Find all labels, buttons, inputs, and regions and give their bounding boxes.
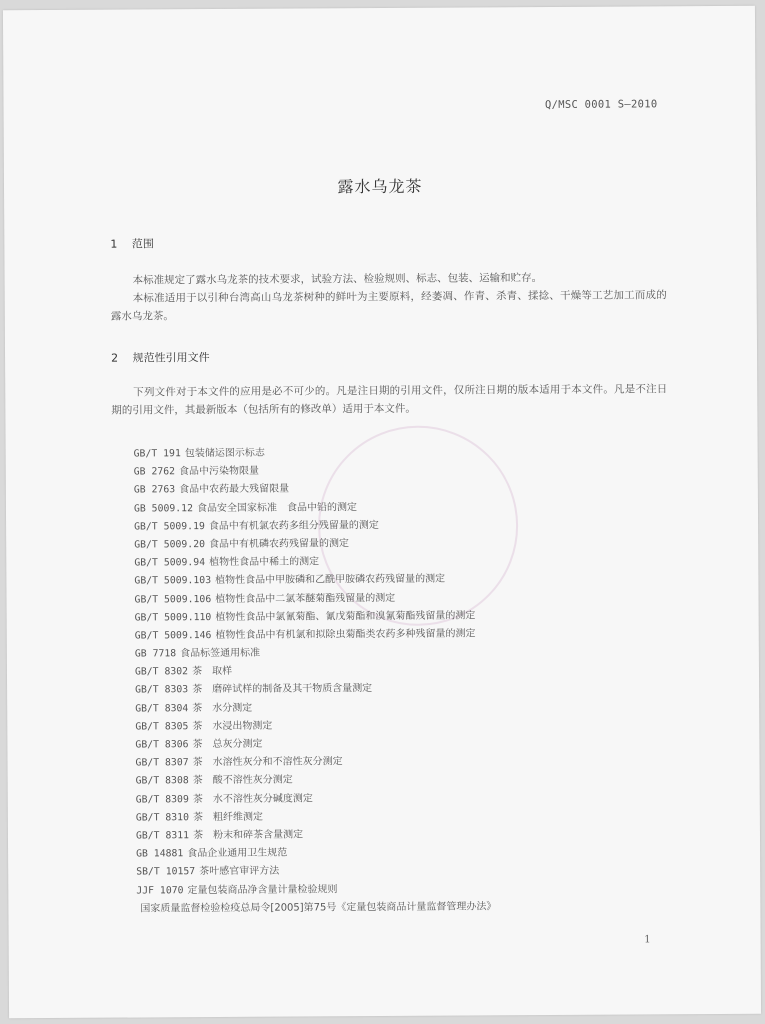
reference-title: 茶 水溶性灰分和不溶性灰分测定 [192, 756, 343, 769]
reference-code: GB/T 5009.106 [134, 593, 212, 606]
reference-code: GB/T 8309 [135, 793, 189, 806]
reference-code: GB/T 5009.103 [134, 575, 212, 587]
reference-code: GB/T 5009.110 [134, 611, 212, 624]
reference-title: 食品标签通用标准 [180, 647, 261, 660]
reference-code: GB 14881 [136, 848, 184, 860]
reference-title: 茶 总灰分测定 [192, 738, 263, 751]
reference-code: GB/T 8305 [135, 720, 189, 733]
reference-code: GB/T 8307 [135, 757, 189, 769]
section-1-paragraph-2: 本标准适用于以引种台湾高山乌龙茶树种的鲜叶为主要原料，经萎凋、作青、杀青、揉捻、干燥等工艺加工而成的露水乌龙茶。 [110, 289, 667, 323]
normative-references-list [134, 442, 677, 918]
reference-code: GB/T 8311 [135, 830, 190, 842]
section-number: 2 [111, 351, 119, 365]
reference-code: GB/T 8303 [135, 684, 189, 696]
reference-title: 茶 磨碎试样的制备及其干物质含量测定 [192, 683, 373, 696]
section-1-paragraph-1: 本标准规定了露水乌龙茶的技术要求，试验方法、检验规则、标志、包装、运输和贮存。 [132, 272, 543, 287]
reference-title: 食品中污染物限量 [179, 465, 260, 478]
reference-code: GB 2763 [133, 484, 176, 496]
reference-code: GB/T 5009.146 [134, 629, 212, 642]
reference-code: GB/T 8308 [135, 775, 189, 787]
reference-title: 食品中农药最大残留限量 [179, 483, 290, 496]
reference-title: 茶 水不溶性灰分碱度测定 [192, 792, 313, 805]
section-number: 1 [110, 237, 118, 251]
reference-title: 植物性食品中有机氯和拟除虫菊酯类农药多种残留量的测定 [215, 628, 476, 641]
reference-title: 食品中有机氯农药多组分残留量的测定 [208, 519, 379, 532]
reference-code: GB/T 5009.20 [134, 539, 206, 551]
standard-code: Q/MSC 0001 S—2010 [544, 98, 658, 111]
reference-title: 茶 水浸出物测定 [192, 720, 273, 732]
reference-title: 国家质量监督检验检疫总局令[2005]第75号《定量包装商品计量监督管理办法》 [140, 900, 497, 915]
reference-title: 植物性食品中二氯苯醚菊酯残留量的测定 [215, 592, 396, 605]
document-title: 露水乌龙茶 [337, 176, 423, 197]
reference-title: 植物性食品中氯氰菊酯、氰戊菊酯和溴氰菊酯残留量的测定 [215, 610, 476, 623]
reference-code: GB/T 191 [133, 448, 181, 460]
document-sheet [3, 6, 761, 1019]
reference-title: 定量包装商品净含量计量检验规则 [187, 883, 338, 896]
reference-title: 食品安全国家标准 食品中铅的测定 [196, 501, 357, 514]
reference-title: 食品中有机磷农药残留量的测定 [208, 538, 350, 550]
reference-title: 茶 酸不溶性灰分测定 [192, 774, 293, 787]
reference-code: GB/T 8304 [135, 702, 189, 715]
reference-title: 茶 水分测定 [192, 702, 253, 714]
reference-code: GB 2762 [133, 466, 176, 478]
reference-title: 茶 取样 [192, 666, 233, 678]
page-number: 1 [644, 934, 651, 946]
reference-code: GB/T 5009.94 [134, 557, 206, 569]
reference-code: GB/T 5009.19 [134, 520, 205, 533]
reference-title: 植物性食品中稀土的测定 [209, 556, 320, 569]
reference-code: JJF 1070 [136, 884, 184, 897]
reference-code: SB/T 10157 [136, 866, 196, 878]
reference-title: 植物性食品中甲胺磷和乙酰甲胺磷农药残留量的测定 [215, 573, 446, 587]
reference-title: 包装储运图示标志 [184, 447, 265, 460]
reference-title: 茶 粉末和碎茶含量测定 [193, 829, 304, 842]
reference-code: GB/T 8310 [135, 811, 189, 824]
reference-code: GB 5009.12 [133, 502, 193, 515]
reference-title: 食品企业通用卫生规范 [187, 847, 288, 860]
reference-item [136, 897, 676, 918]
reference-code: GB/T 8306 [135, 739, 189, 751]
reference-code: GB/T 8302 [134, 666, 189, 678]
section-1-heading [110, 235, 154, 251]
section-heading-text: 规范性引用文件 [132, 351, 210, 365]
reference-code: GB 7718 [134, 648, 177, 660]
section-2-paragraph-1: 下列文件对于本文件的应用是必不可少的。凡是注日期的引用文件，仅所注日期的版本适用于本文件。凡是不注日期的引用文件，其最新版本（包括所有的修改单）适用于本文件。 [111, 383, 668, 417]
reference-title: 茶 粗纤维测定 [192, 811, 263, 823]
section-2-heading [111, 349, 210, 366]
reference-title: 茶叶感官审评方法 [199, 865, 280, 878]
section-heading-text: 范围 [131, 237, 154, 251]
